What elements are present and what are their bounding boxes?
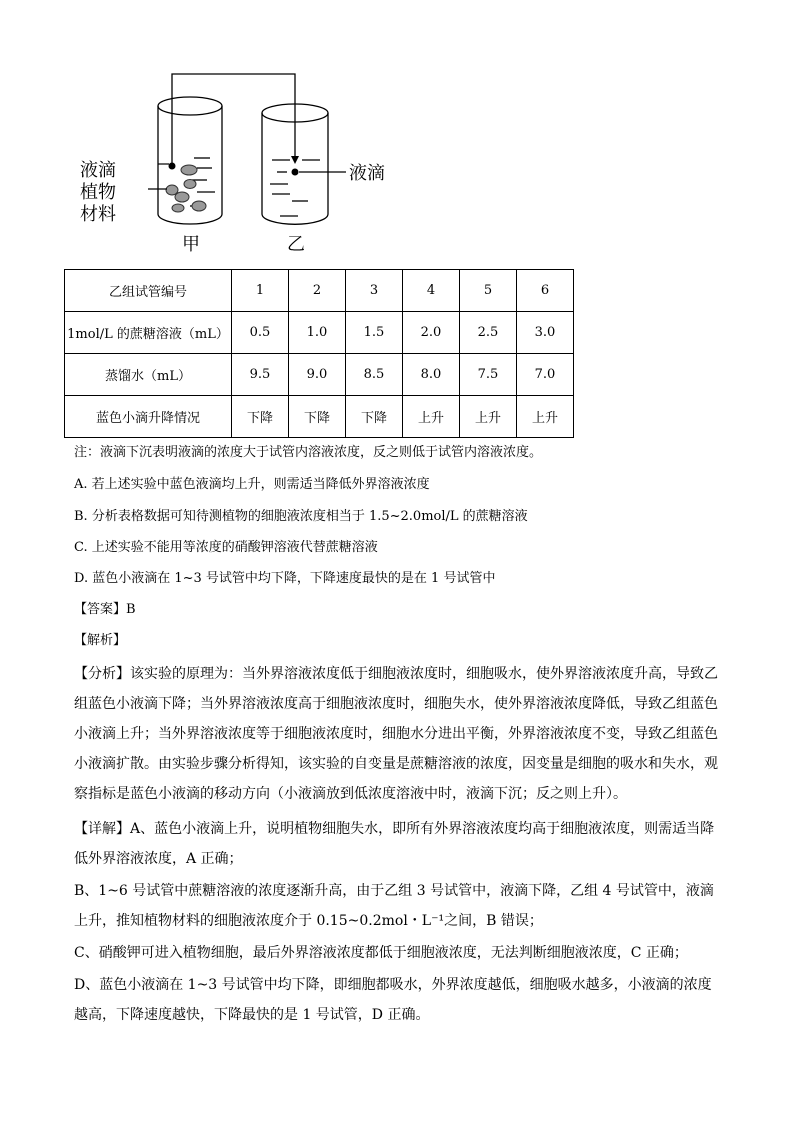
table-cell: 7.5 xyxy=(460,354,517,396)
answer-line: 【答案】B xyxy=(74,602,136,617)
option-a: A. 若上述实验中蓝色液滴均上升，则需适当降低外界溶液浓度 xyxy=(74,477,430,492)
label-droplet-right: 液滴 xyxy=(349,163,385,184)
table-cell: 1.5 xyxy=(346,312,403,354)
detail-d-paragraph: D、蓝色小液滴在 1~3 号试管中均下降，即细胞都吸水，外界浓度越低，细胞吸水越多，小液滴的浓度越高，下降速度越快，下降最快的是 1 号试管，D 正确。 xyxy=(74,977,712,1023)
note-text: 注：液滴下沉表明液滴的浓度大于试管内溶液浓度，反之则低于试管内溶液浓度。 xyxy=(74,445,543,460)
table-cell: 蒸馏水（mL） xyxy=(65,354,232,396)
table-header-cell: 5 xyxy=(460,270,517,312)
analysis-heading: 【解析】 xyxy=(74,633,127,648)
label-droplet-left: 液滴 xyxy=(80,160,116,181)
table-cell: 下降 xyxy=(346,396,403,438)
table-row xyxy=(65,354,574,396)
option-d: D. 蓝色小液滴在 1~3 号试管中均下降，下降速度最快的是在 1 号试管中 xyxy=(74,571,496,586)
table-cell: 蓝色小滴升降情况 xyxy=(65,396,232,438)
option-c: C. 上述实验不能用等浓度的硝酸钾溶液代替蔗糖溶液 xyxy=(74,540,378,555)
option-b: B. 分析表格数据可知待测植物的细胞液浓度相当于 1.5~2.0mol/L 的蔗糖溶液 xyxy=(74,509,528,524)
table-header-cell: 2 xyxy=(289,270,346,312)
table-cell: 上升 xyxy=(403,396,460,438)
experiment-diagram xyxy=(72,66,412,256)
table-cell: 下降 xyxy=(232,396,289,438)
data-table xyxy=(64,269,574,438)
table-header-cell: 1 xyxy=(232,270,289,312)
arrow-head-icon xyxy=(291,156,299,164)
detail-b-paragraph: B、1~6 号试管中蔗糖溶液的浓度逐渐升高，由于乙组 3 号试管中，液滴下降，乙组 4 号试管中，液滴上升，推知植物材料的细胞液浓度介于 0.15~0.2mol・L⁻¹之间，B 错误； xyxy=(74,883,714,929)
table-cell: 9.5 xyxy=(232,354,289,396)
table-cell: 上升 xyxy=(460,396,517,438)
label-tube-jia: 甲 xyxy=(182,234,200,255)
detail-c-paragraph: C、硝酸钾可进入植物细胞，最后外界溶液浓度都低于细胞液浓度，无法判断细胞液浓度，C 正确； xyxy=(74,945,688,961)
table-header-row xyxy=(65,270,574,312)
table-cell: 2.5 xyxy=(460,312,517,354)
label-material: 材料 xyxy=(80,204,116,225)
tube-yi xyxy=(262,104,346,224)
table-cell: 1mol/L 的蔗糖溶液（mL） xyxy=(65,312,232,354)
table-cell: 7.0 xyxy=(517,354,574,396)
table-row xyxy=(65,312,574,354)
label-tube-yi: 乙 xyxy=(287,234,305,255)
tube-jia xyxy=(148,97,222,224)
table-cell: 2.0 xyxy=(403,312,460,354)
detail-a-paragraph: 【详解】A、蓝色小液滴上升，说明植物细胞失水，即所有外界溶液浓度均高于细胞液浓度，则需适当降低外界溶液浓度，A 正确； xyxy=(74,821,715,867)
table-row xyxy=(65,396,574,438)
table-header-cell: 4 xyxy=(403,270,460,312)
droplet-yi xyxy=(292,169,299,176)
droplet-jia xyxy=(169,163,176,170)
table-cell: 8.5 xyxy=(346,354,403,396)
table-cell: 上升 xyxy=(517,396,574,438)
table-cell: 8.0 xyxy=(403,354,460,396)
table-cell: 0.5 xyxy=(232,312,289,354)
table-header-cell: 3 xyxy=(346,270,403,312)
table-cell: 9.0 xyxy=(289,354,346,396)
table-cell: 3.0 xyxy=(517,312,574,354)
table-cell: 1.0 xyxy=(289,312,346,354)
analysis-paragraph: 【分析】该实验的原理为：当外界溶液浓度低于细胞液浓度时，细胞吸水，使外界溶液浓度升高，导致乙组蓝色小液滴下降；当外界溶液浓度高于细胞液浓度时，细胞失水，使外界溶液浓度降低，导致乙组蓝色小液滴上升；当外界溶液浓度等于细胞液浓度时，细胞水分进出平衡，外界溶液浓度不变，导致乙组蓝色小液滴扩散。由实验步骤分析得知，该实验的自变量是蔗糖溶液的浓度，因变量是细胞的吸水和失水，观察指标是蓝色小液滴的移动方向（小液滴放到低浓度溶液中时，液滴下沉；反之则上升）。 xyxy=(74,666,718,802)
table-header-cell: 乙组试管编号 xyxy=(65,270,232,312)
label-plant: 植物 xyxy=(80,182,116,203)
experiment-figure xyxy=(72,66,412,256)
table-header-cell: 6 xyxy=(517,270,574,312)
table-cell: 下降 xyxy=(289,396,346,438)
